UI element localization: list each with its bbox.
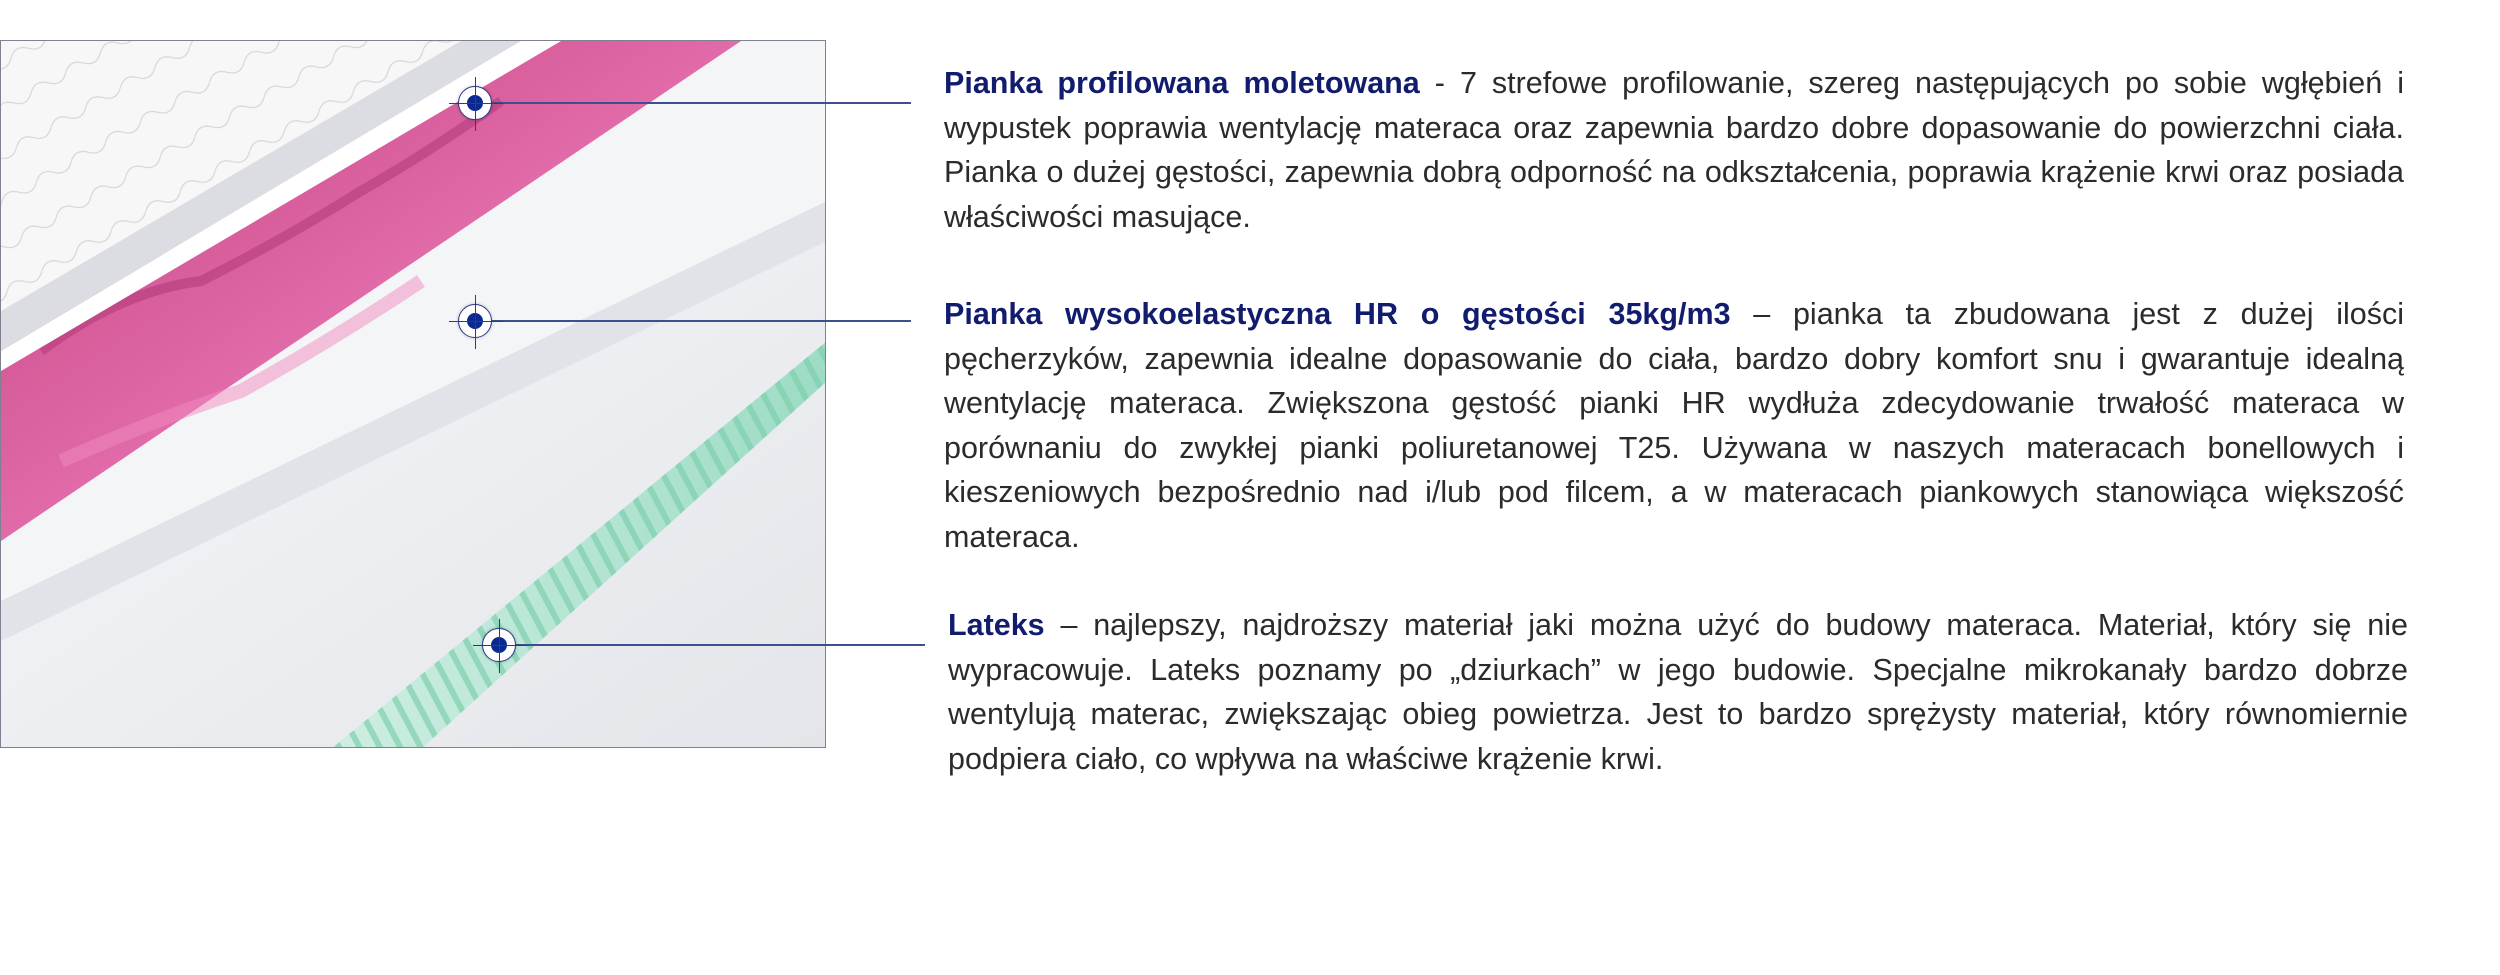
layer-marker-icon — [458, 86, 492, 120]
term-hr-foam: Pianka wysokoelastyczna HR o gęstości 35kg/m3 — [944, 297, 1731, 331]
description-profiled-foam — [944, 61, 2404, 239]
description-latex — [948, 603, 2408, 781]
text-hr-foam: – pianka ta zbudowana jest z dużej ilości pęcherzyków, zapewnia idealne dopasowanie do ciała, bardzo dobry komfort snu i gwarantuje idealną wentylację materaca. Zwiększona gęstość pianki HR wydłuża zdecydowanie trwałość materaca w porównaniu do zwykłej pianki poliuretanowej T25. Używana w naszych materacach bonellowych i kieszeniowych bezpośrednio nad i/lub pod filcem, a w materacach piankowych stanowiąca większość materaca. — [944, 297, 2405, 554]
leader-line-latex — [499, 644, 925, 646]
term-profiled-foam: Pianka profilowana moletowana — [944, 66, 1420, 100]
text-latex: – najlepszy, najdroższy materiał jaki można użyć do budowy materaca. Materiał, który się nie wypracowuje. Lateks poznamy po „dziurkach” w jego budowie. Specjalne mikrokanały bardzo dobrze wentylują materac, zwiększając obieg powietrza. Jest to bardzo sprężysty materiał, który równomiernie podpiera ciało, co wpływa na właściwe krążenie krwi. — [948, 608, 2408, 776]
leader-line-hr-foam — [475, 320, 911, 322]
layer-marker-icon — [482, 628, 516, 662]
text-profiled-foam: - 7 strefowe profilowanie, szereg następujących po sobie wgłębień i wypustek poprawia wentylację materaca oraz zapewnia bardzo dobre dopasowanie do powierzchni ciała. Pianka o dużej gęstości, zapewnia dobrą odporność na odkształcenia, poprawia krążenie krwi oraz posiada właściwości masujące. — [944, 66, 2405, 234]
description-hr-foam — [944, 292, 2404, 559]
leader-line-profiled-foam — [475, 102, 911, 104]
mattress-layers-illustration — [1, 41, 826, 748]
layer-marker-icon — [458, 304, 492, 338]
mattress-cross-section-image — [0, 40, 826, 748]
term-latex: Lateks — [948, 608, 1045, 642]
